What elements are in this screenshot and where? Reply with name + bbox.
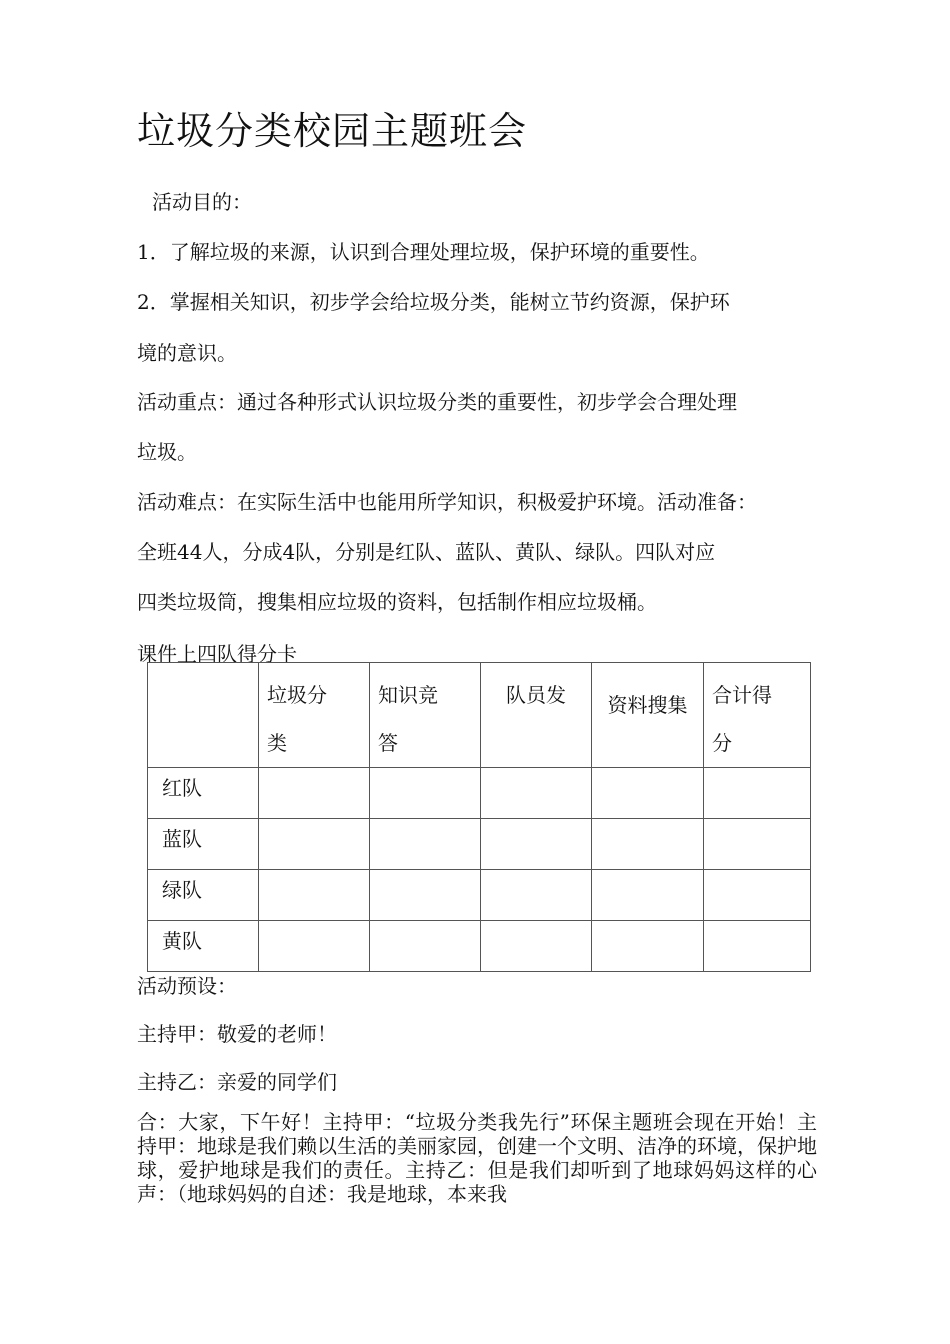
table-header-cell — [148, 663, 259, 768]
difficulty: 活动难点：在实际生活中也能用所学知识，积极爱护环境。活动准备： — [137, 490, 757, 514]
table-row — [148, 921, 811, 972]
table-header-row — [148, 663, 811, 768]
host-b-line: 主持乙：亲爱的同学们 — [137, 1070, 337, 1094]
purpose-item-1: 1．了解垃圾的来源，认识到合理处理垃圾，保护环境的重要性。 — [137, 240, 710, 264]
table-row — [148, 870, 811, 921]
page-title: 垃圾分类校园主题班会 — [137, 109, 528, 153]
purpose-item-2: 2．掌握相关知识，初步学会给垃圾分类，能树立节约资源，保护环 — [137, 290, 730, 314]
table-header-cell: 队员发 — [481, 663, 592, 768]
table-row — [148, 819, 811, 870]
table-header-cell: 垃圾分 类 — [259, 663, 370, 768]
team-name-cell: 红队 — [148, 768, 259, 819]
body-paragraph: 合：大家，下午好！主持甲：“垃圾分类我先行”环保主题班会现在开始！主持甲：地球是我们赖以生活的美丽家园，创建一个文明、洁净的环境，保护地球，爱护地球是我们的责任。主持乙：但是我们却听到了地球妈妈这样的心声：（地球妈妈的自述：我是地球，本来我 — [137, 1110, 817, 1206]
table-row — [148, 768, 811, 819]
score-table — [147, 662, 811, 972]
table-caption: 课件上四队得分卡 — [137, 642, 297, 666]
difficulty-cont-2: 四类垃圾筒，搜集相应垃圾的资料，包括制作相应垃圾桶。 — [137, 590, 657, 614]
team-name-cell: 黄队 — [148, 921, 259, 972]
team-name-cell: 蓝队 — [148, 819, 259, 870]
table-header-cell: 知识竞 答 — [370, 663, 481, 768]
key-points: 活动重点：通过各种形式认识垃圾分类的重要性，初步学会合理处理 — [137, 390, 737, 414]
table-header-cell: 合计得 分 — [704, 663, 811, 768]
table-header-cell: 资料搜集 — [592, 663, 704, 768]
key-points-cont: 垃圾。 — [137, 440, 197, 464]
preset-heading: 活动预设： — [137, 974, 237, 998]
purpose-heading: 活动目的： — [152, 190, 252, 214]
team-name-cell: 绿队 — [148, 870, 259, 921]
difficulty-cont-1: 全班44人，分成4队，分别是红队、蓝队、黄队、绿队。四队对应 — [137, 540, 716, 564]
purpose-item-2-cont: 境的意识。 — [137, 341, 237, 365]
host-a-line: 主持甲：敬爱的老师！ — [137, 1022, 337, 1046]
